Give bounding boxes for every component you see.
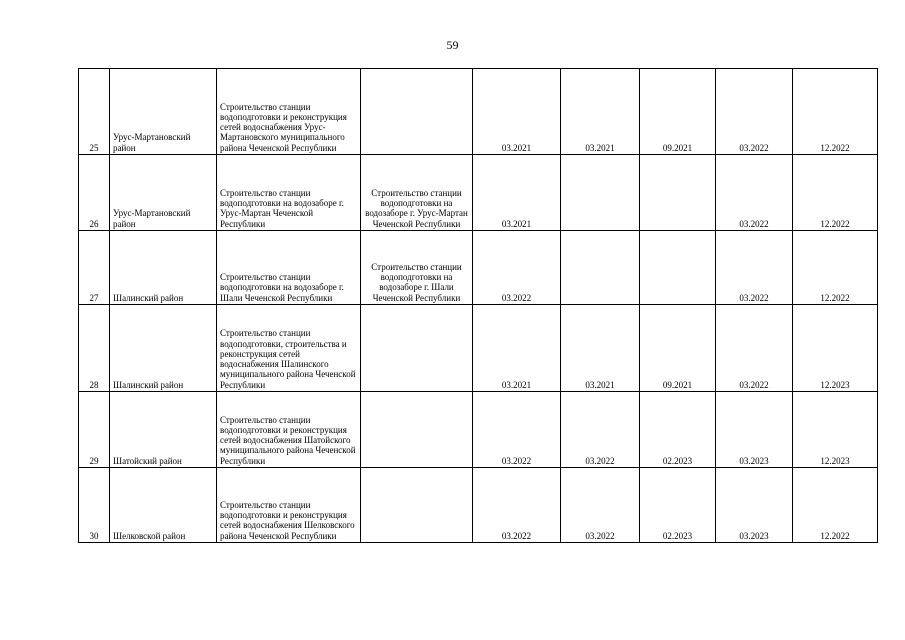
project-name-cell: Строительство станции водоподготовки и реконструкция сетей водоснабжения Урус-Мартановского муниципального района Чеченской Республики — [217, 69, 361, 155]
date-cell-1: 03.2021 — [473, 155, 561, 231]
row-number: 30 — [79, 468, 110, 543]
project-name-cell: Строительство станции водоподготовки на водозаборе г. Шали Чеченской Республики — [217, 231, 361, 305]
date-cell-4: 03.2022 — [716, 155, 793, 231]
schedule-table — [78, 68, 878, 543]
date-cell-3: 09.2021 — [640, 69, 716, 155]
alt-name-cell: Строительство станции водоподготовки на водозаборе г. Урус-Мартан Чеченской Республики — [361, 155, 473, 231]
district-cell: Шатойский район — [110, 392, 217, 468]
date-cell-1: 03.2021 — [473, 305, 561, 392]
date-cell-3: 09.2021 — [640, 305, 716, 392]
date-cell-2: 03.2022 — [561, 468, 640, 543]
date-cell-2: 03.2022 — [561, 392, 640, 468]
date-cell-4: 03.2022 — [716, 305, 793, 392]
row-number: 29 — [79, 392, 110, 468]
district-cell: Шалинский район — [110, 231, 217, 305]
date-cell-4: 03.2022 — [716, 231, 793, 305]
date-cell-2: 03.2021 — [561, 69, 640, 155]
project-name-cell: Строительство станции водоподготовки и реконструкция сетей водоснабжения Шелковского района Чеченской Республики — [217, 468, 361, 543]
project-name-cell: Строительство станции водоподготовки на водозаборе г. Урус-Мартан Чеченской Республики — [217, 155, 361, 231]
district-cell: Урус-Мартановский район — [110, 69, 217, 155]
district-cell: Урус-Мартановский район — [110, 155, 217, 231]
alt-name-cell — [361, 468, 473, 543]
date-cell-1: 03.2022 — [473, 231, 561, 305]
schedule-table-body — [79, 69, 878, 543]
date-cell-5: 12.2022 — [793, 468, 878, 543]
date-cell-4: 03.2023 — [716, 392, 793, 468]
row-number: 27 — [79, 231, 110, 305]
date-cell-5: 12.2023 — [793, 305, 878, 392]
alt-name-cell — [361, 305, 473, 392]
date-cell-2 — [561, 231, 640, 305]
date-cell-2 — [561, 155, 640, 231]
date-cell-5: 12.2022 — [793, 69, 878, 155]
table-row — [79, 155, 878, 231]
date-cell-5: 12.2023 — [793, 392, 878, 468]
alt-name-cell — [361, 392, 473, 468]
project-name-cell: Строительство станции водоподготовки, строительства и реконструкция сетей водоснабжения Шалинского муниципального района Чеченской Республики — [217, 305, 361, 392]
date-cell-4: 03.2022 — [716, 69, 793, 155]
row-number: 25 — [79, 69, 110, 155]
district-cell: Шелковской район — [110, 468, 217, 543]
date-cell-1: 03.2022 — [473, 392, 561, 468]
date-cell-3: 02.2023 — [640, 392, 716, 468]
table-row — [79, 305, 878, 392]
date-cell-5: 12.2022 — [793, 231, 878, 305]
alt-name-cell: Строительство станции водоподготовки на водозаборе г. Шали Чеченской Республики — [361, 231, 473, 305]
alt-name-cell — [361, 69, 473, 155]
date-cell-5: 12.2022 — [793, 155, 878, 231]
date-cell-4: 03.2023 — [716, 468, 793, 543]
row-number: 28 — [79, 305, 110, 392]
table-row — [79, 69, 878, 155]
date-cell-1: 03.2021 — [473, 69, 561, 155]
project-name-cell: Строительство станции водоподготовки и реконструкция сетей водоснабжения Шатойского муниципального района Чеченской Республики — [217, 392, 361, 468]
table-row — [79, 231, 878, 305]
date-cell-3 — [640, 231, 716, 305]
district-cell: Шалинский район — [110, 305, 217, 392]
row-number: 26 — [79, 155, 110, 231]
date-cell-3 — [640, 155, 716, 231]
date-cell-1: 03.2022 — [473, 468, 561, 543]
date-cell-2: 03.2021 — [561, 305, 640, 392]
table-row — [79, 392, 878, 468]
date-cell-3: 02.2023 — [640, 468, 716, 543]
table-row — [79, 468, 878, 543]
page-number: 59 — [446, 38, 459, 52]
